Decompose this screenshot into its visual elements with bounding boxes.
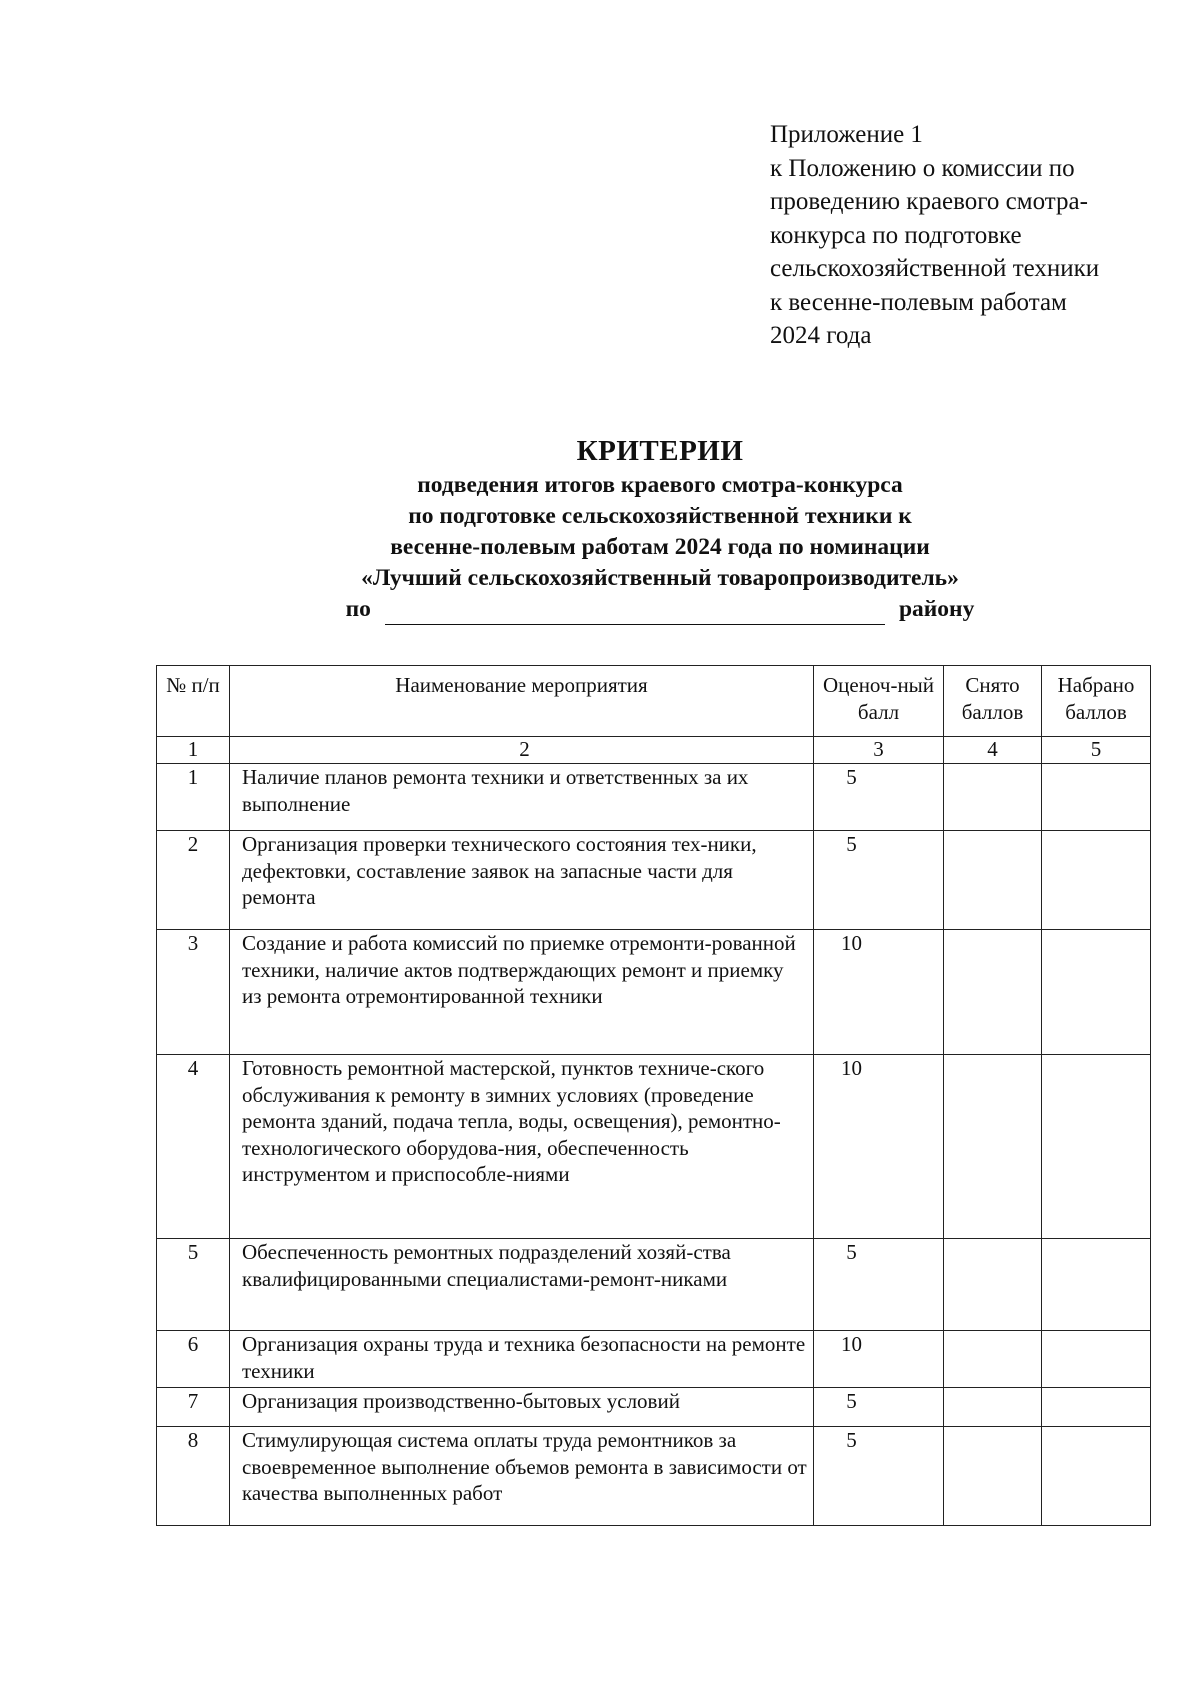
row-removed [944,1427,1042,1526]
row-score: 5 [814,1388,944,1427]
table-row [157,1331,1151,1388]
row-number: 4 [157,1055,230,1239]
row-score: 10 [814,1331,944,1388]
row-removed [944,930,1042,1055]
row-removed [944,1331,1042,1388]
header-number: № п/п [157,666,230,737]
row-earned [1042,1239,1151,1331]
row-earned [1042,1388,1151,1427]
row-removed [944,1239,1042,1331]
column-number: 2 [230,737,814,764]
header-name: Наименование мероприятия [230,666,814,737]
column-number-row [157,737,1151,764]
row-earned [1042,1427,1151,1526]
district-suffix: району [898,596,975,622]
table-row [157,930,1151,1055]
heading-line: по подготовке сельскохозяйственной техники к [408,503,912,529]
row-removed [944,1388,1042,1427]
row-number: 6 [157,1331,230,1388]
header-removed: Снято баллов [944,666,1042,737]
row-name: Организация производственно-бытовых условий [230,1388,814,1427]
row-removed [944,1055,1042,1239]
row-removed [944,831,1042,930]
header-earned: Набрано баллов [1042,666,1151,737]
row-name: Готовность ремонтной мастерской, пунктов техниче-ского обслуживания к ремонту в зимних условиях (проведение ремонта зданий, подача тепла, воды, освещения), ремонтно-технологического оборудова-ния, обеспеченность инструментом и приспособле-ниями [230,1055,814,1239]
row-score: 5 [814,1239,944,1331]
row-number: 5 [157,1239,230,1331]
heading-line: весенне-полевым работам 2024 года по номинации [390,534,930,560]
row-removed [944,764,1042,831]
district-line [0,594,1200,625]
appendix-line: Приложение 1 [770,121,923,148]
heading-line: «Лучший сельскохозяйственный товаропроизводитель» [361,565,959,591]
appendix-block [770,118,1170,353]
row-score: 5 [814,1427,944,1526]
appendix-line: 2024 года [770,322,872,349]
district-prefix: по [345,596,371,622]
row-number: 7 [157,1388,230,1427]
row-number: 1 [157,764,230,831]
row-name: Наличие планов ремонта техники и ответственных за их выполнение [230,764,814,831]
document-heading [0,432,1200,625]
table-row [157,1427,1151,1526]
row-earned [1042,764,1151,831]
row-earned [1042,1331,1151,1388]
row-score: 10 [814,1055,944,1239]
row-earned [1042,930,1151,1055]
row-earned [1042,1055,1151,1239]
row-number: 3 [157,930,230,1055]
heading-line: подведения итогов краевого смотра-конкурса [417,472,903,498]
row-name: Организация охраны труда и техника безопасности на ремонте техники [230,1331,814,1388]
column-number: 3 [814,737,944,764]
appendix-line: проведению краевого смотра- [770,188,1088,215]
column-number: 4 [944,737,1042,764]
table-row [157,1055,1151,1239]
row-name: Стимулирующая система оплаты труда ремонтников за своевременное выполнение объемов ремонта в зависимости от качества выполненных работ [230,1427,814,1526]
table-header-row [157,666,1151,737]
table-row [157,1239,1151,1331]
row-name: Организация проверки технического состояния тех-ники, дефектовки, составление заявок на запасные части для ремонта [230,831,814,930]
appendix-line: сельскохозяйственной техники [770,255,1100,282]
row-score: 10 [814,930,944,1055]
row-number: 2 [157,831,230,930]
row-score: 5 [814,764,944,831]
table-row [157,764,1151,831]
table-row [157,1388,1151,1427]
row-number: 8 [157,1427,230,1526]
row-name: Обеспеченность ремонтных подразделений хозяй-ства квалифицированными специалистами-ремонт-никами [230,1239,814,1331]
row-earned [1042,831,1151,930]
document-title: КРИТЕРИИ [576,435,744,467]
row-name: Создание и работа комиссий по приемке отремонти-рованной техники, наличие актов подтверждающих ремонт и приемку из ремонта отремонтированной техники [230,930,814,1055]
criteria-table [156,665,1151,1526]
row-score: 5 [814,831,944,930]
header-score: Оценоч-ный балл [814,666,944,737]
column-number: 5 [1042,737,1151,764]
table-row [157,831,1151,930]
district-blank-field [385,600,885,625]
appendix-line: к весенне-полевым работам [770,288,1067,316]
column-number: 1 [157,737,230,764]
appendix-line: конкурса по подготовке [770,221,1022,249]
appendix-line: к Положению о комиссии по [770,154,1075,182]
